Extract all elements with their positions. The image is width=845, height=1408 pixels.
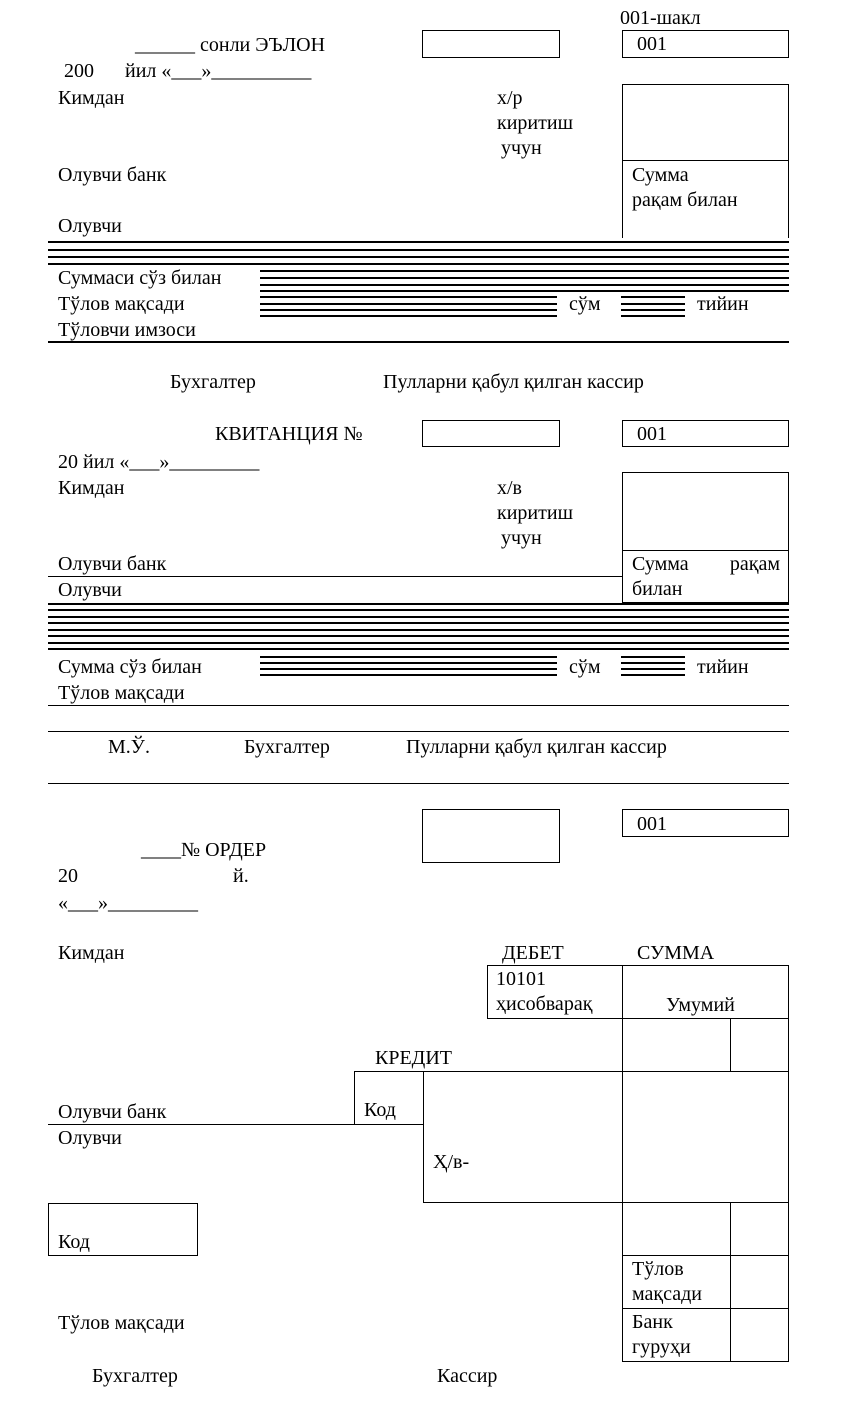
elon-number-field[interactable] [422, 30, 560, 58]
order-total-label: Умумий [666, 994, 735, 1016]
order-from-label: Кимдан [58, 942, 125, 964]
order-code-box [622, 809, 789, 837]
kvitansiya-recipient-bank-label: Олувчи банк [58, 553, 167, 575]
elon-cashier-label: Пулларни қабул қилган кассир [383, 371, 644, 393]
label-line: киритиш [497, 502, 573, 524]
order-credit-label: КРЕДИТ [375, 1047, 452, 1069]
form-id: 001-шакл [620, 7, 701, 29]
elon-accountant-label: Бухгалтер [170, 371, 256, 393]
order-title: ____№ ОРДЕР [141, 839, 267, 861]
elon-recipient-bank-label: Олувчи банк [58, 164, 167, 186]
order-accountant-label: Бухгалтер [92, 1365, 178, 1387]
order-debit-label: ДЕБЕТ [502, 942, 564, 964]
kvitansiya-account-label [497, 476, 573, 551]
kvitansiya-currency-tiyin: тийин [697, 656, 749, 678]
kvitansiya-sum-digits-label [632, 552, 780, 602]
kvitansiya-title: КВИТАНЦИЯ № [215, 423, 363, 445]
order-sum-label: СУММА [637, 942, 715, 964]
kvitansiya-code-box [622, 420, 789, 447]
order-code-label: Код [364, 1099, 396, 1121]
kvitansiya-accountant-label: Бухгалтер [244, 736, 330, 758]
label-line: ҳисобварақ [496, 993, 593, 1015]
elon-account-label-line: х/р [497, 87, 523, 109]
order-account-label: Ҳ/в- [433, 1151, 470, 1173]
kvitansiya-code: 001 [637, 423, 667, 445]
label-line: билан [632, 578, 683, 600]
order-code: 001 [637, 813, 667, 835]
elon-sum-digits-label [632, 163, 738, 213]
order-cashier-label: Кассир [437, 1365, 498, 1387]
kvitansiya-stamp-label: М.Ў. [108, 736, 150, 758]
order-purpose-label: Тўлов мақсади [58, 1312, 185, 1334]
label-line: рақам билан [632, 189, 738, 211]
elon-date: йил «___»__________ [125, 60, 312, 82]
order-number-field[interactable] [422, 809, 560, 863]
label-line: Сумма [632, 164, 689, 186]
label-line: Тўлов [632, 1258, 684, 1280]
elon-from-label: Кимдан [58, 87, 125, 109]
order-date-day: «___»_________ [58, 892, 198, 914]
elon-purpose-label: Тўлов мақсади [58, 293, 185, 315]
order-purpose-cell-label [632, 1257, 702, 1307]
label-line: мақсади [632, 1283, 702, 1305]
label-line: Банк [632, 1311, 673, 1333]
order-account-field[interactable] [423, 1071, 622, 1203]
elon-payer-signature-label: Тўловчи имзоси [58, 319, 196, 341]
order-recipient-label: Олувчи [58, 1127, 122, 1149]
elon-amount-field[interactable] [622, 84, 789, 238]
order-code-box-label: Код [58, 1231, 90, 1253]
label-line: гуруҳи [632, 1336, 691, 1358]
elon-currency-tiyin: тийин [697, 293, 749, 315]
kvitansiya-recipient-label: Олувчи [58, 579, 122, 601]
elon-code: 001 [637, 33, 667, 55]
label-line: х/в [497, 477, 522, 499]
kvitansiya-sum-words-label: Сумма сўз билан [58, 656, 202, 678]
elon-account-label-line: учун [501, 137, 542, 159]
kvitansiya-from-label: Кимдан [58, 477, 125, 499]
label-line: 10101 [496, 968, 546, 990]
kvitansiya-number-field[interactable] [422, 420, 560, 447]
elon-account-label-line: киритиш [497, 112, 573, 134]
kvitansiya-currency-sum: сўм [569, 656, 601, 678]
elon-recipient-label: Олувчи [58, 215, 122, 237]
order-date-year: 20 [58, 865, 78, 887]
elon-account-label [497, 86, 573, 161]
label-word: Сумма [632, 553, 689, 575]
elon-currency-sum: сўм [569, 293, 601, 315]
elon-date-year: 200 [64, 60, 94, 82]
kvitansiya-date: 20 йил «___»_________ [58, 451, 260, 473]
elon-sum-words-label: Суммаси сўз билан [58, 267, 222, 289]
order-date-y: й. [233, 865, 249, 887]
label-line: учун [501, 527, 542, 549]
elon-title: ______ сонли ЭЪЛОН [135, 34, 326, 56]
label-word: рақам [729, 553, 780, 575]
elon-code-box [622, 30, 789, 58]
kvitansiya-cashier-label: Пулларни қабул қилган кассир [406, 736, 667, 758]
order-recipient-bank-label: Олувчи банк [58, 1101, 167, 1123]
kvitansiya-purpose-label: Тўлов мақсади [58, 682, 185, 704]
order-bank-group-label [632, 1310, 691, 1360]
order-debit-account [496, 967, 592, 1017]
